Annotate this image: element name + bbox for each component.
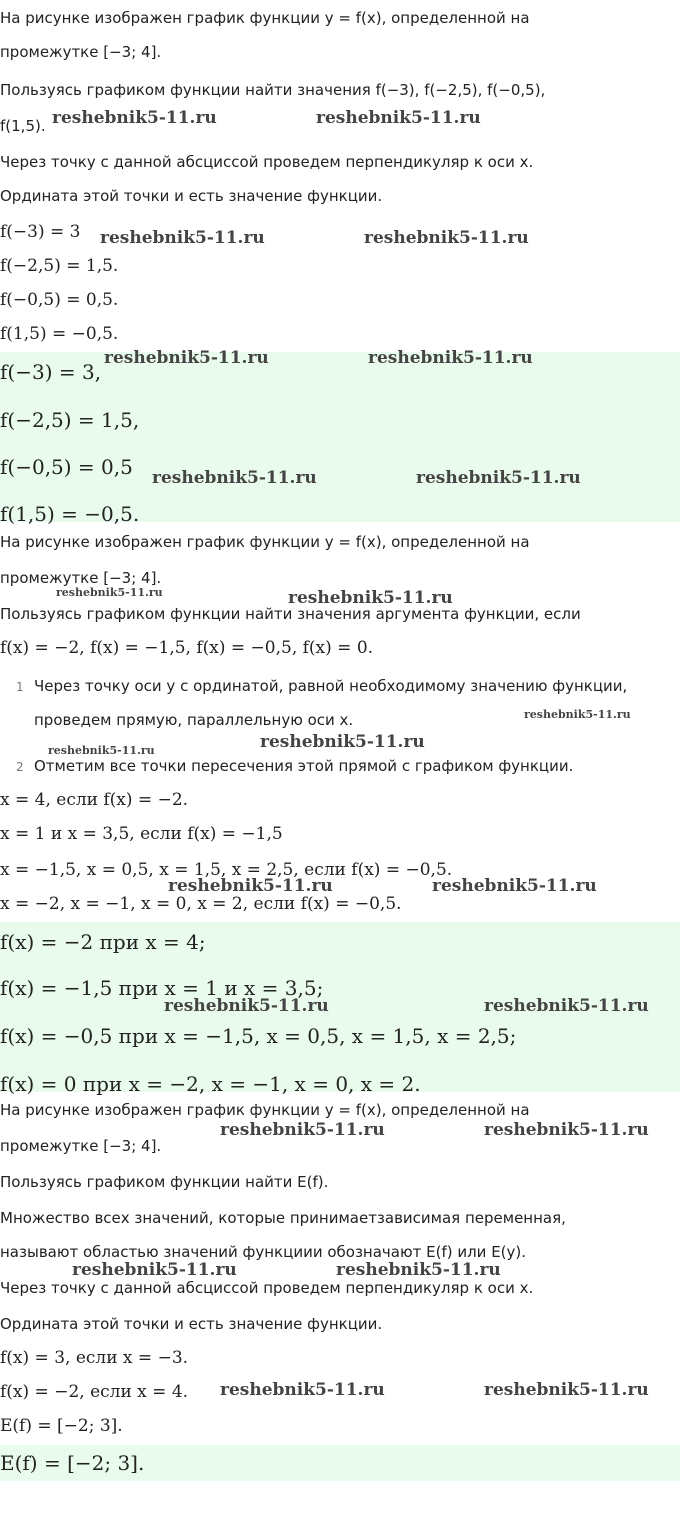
- watermark: reshebnik5-11.ru: [164, 996, 329, 1016]
- paragraph: На рисунке изображен график функции y = f(x), определенной на: [0, 533, 530, 551]
- answer-box: [0, 352, 680, 526]
- watermark: reshebnik5-11.ru: [72, 1260, 237, 1280]
- watermark: reshebnik5-11.ru: [484, 1380, 649, 1400]
- paragraph: На рисунке изображен график функции y = f(x), определенной на: [0, 9, 530, 27]
- paragraph: Пользуясь графиком функции найти значения f(−3), f(−2,5), f(−0,5),: [0, 81, 546, 99]
- list-item-text: Через точку оси y с ординатой, равной необходимому значению функции,: [34, 677, 628, 695]
- list-item-text: Отметим все точки пересечения этой прямой с графиком функции.: [34, 757, 574, 775]
- answer-line: f(x) = −0,5 при x = −1,5, x = 0,5, x = 1,5, x = 2,5;: [0, 1024, 517, 1048]
- watermark: reshebnik5-11.ru: [484, 996, 649, 1016]
- math-line: x = −2, x = −1, x = 0, x = 2, если f(x) = −0,5.: [0, 894, 402, 914]
- math-line: f(1,5) = −0,5.: [0, 324, 119, 344]
- math-line: x = −1,5, x = 0,5, x = 1,5, x = 2,5, если f(x) = −0,5.: [0, 860, 453, 880]
- math-line: f(−3) = 3: [0, 222, 81, 242]
- list-item: [0, 674, 627, 699]
- watermark: reshebnik5-11.ru: [416, 468, 581, 488]
- watermark: reshebnik5-11.ru: [100, 228, 265, 248]
- paragraph: Множество всех значений, которые принимаетзависимая переменная,: [0, 1209, 566, 1227]
- math-line: E(f) = [−2; 3].: [0, 1416, 123, 1436]
- watermark: reshebnik5-11.ru: [152, 468, 317, 488]
- math-line: f(x) = −2, f(x) = −1,5, f(x) = −0,5, f(x) = 0.: [0, 638, 374, 658]
- watermark: reshebnik5-11.ru: [168, 876, 333, 896]
- answer-line: f(x) = −2 при x = 4;: [0, 930, 206, 954]
- list-number: 2: [16, 760, 24, 774]
- watermark: reshebnik5-11.ru: [52, 108, 217, 128]
- watermark: reshebnik5-11.ru: [432, 876, 597, 896]
- list-number: 1: [16, 680, 24, 694]
- paragraph: промежутке [−3; 4].: [0, 569, 162, 587]
- math-line: f(x) = 3, если x = −3.: [0, 1348, 189, 1368]
- watermark: reshebnik5-11.ru: [220, 1380, 385, 1400]
- paragraph: промежутке [−3; 4].: [0, 43, 162, 61]
- watermark: reshebnik5-11.ru: [104, 348, 269, 368]
- paragraph: f(1,5).: [0, 117, 46, 135]
- paragraph: На рисунке изображен график функции y = f(x), определенной на: [0, 1101, 530, 1119]
- answer-line: E(f) = [−2; 3].: [0, 1451, 145, 1475]
- list-item: [0, 754, 573, 779]
- math-line: x = 4, если f(x) = −2.: [0, 790, 189, 810]
- paragraph: промежутке [−3; 4].: [0, 1137, 162, 1155]
- answer-box: [0, 1445, 680, 1481]
- watermark: reshebnik5-11.ru: [524, 708, 631, 721]
- math-line: f(−2,5) = 1,5.: [0, 256, 119, 276]
- watermark: reshebnik5-11.ru: [364, 228, 529, 248]
- watermark: reshebnik5-11.ru: [288, 588, 453, 608]
- watermark: reshebnik5-11.ru: [220, 1120, 385, 1140]
- answer-line: f(x) = −1,5 при x = 1 и x = 3,5;: [0, 976, 324, 1000]
- answer-line: f(1,5) = −0,5.: [0, 502, 140, 526]
- math-line: x = 1 и x = 3,5, если f(x) = −1,5: [0, 824, 283, 844]
- paragraph: называют областью значений функциии обозначают E(f) или E(y).: [0, 1243, 527, 1261]
- answer-line: f(−3) = 3,: [0, 360, 102, 384]
- paragraph: Через точку с данной абсциссой проведем перпендикуляр к оси x.: [0, 1279, 534, 1297]
- watermark: reshebnik5-11.ru: [336, 1260, 501, 1280]
- watermark: reshebnik5-11.ru: [260, 732, 425, 752]
- paragraph: Пользуясь графиком функции найти значения аргумента функции, если: [0, 605, 581, 623]
- watermark: reshebnik5-11.ru: [48, 744, 155, 757]
- paragraph: Ордината этой точки и есть значение функции.: [0, 187, 383, 205]
- watermark: reshebnik5-11.ru: [368, 348, 533, 368]
- list-item-continuation: проведем прямую, параллельную оси x.: [34, 711, 354, 729]
- paragraph: Пользуясь графиком функции найти E(f).: [0, 1173, 329, 1191]
- answer-line: f(−2,5) = 1,5,: [0, 408, 140, 432]
- watermark: reshebnik5-11.ru: [484, 1120, 649, 1140]
- answer-line: f(x) = 0 при x = −2, x = −1, x = 0, x = 2.: [0, 1072, 421, 1096]
- paragraph: Ордината этой точки и есть значение функции.: [0, 1315, 383, 1333]
- answer-line: f(−0,5) = 0,5: [0, 455, 133, 479]
- math-line: f(−0,5) = 0,5.: [0, 290, 119, 310]
- paragraph: Через точку с данной абсциссой проведем перпендикуляр к оси x.: [0, 153, 534, 171]
- watermark: reshebnik5-11.ru: [56, 586, 163, 599]
- math-line: f(x) = −2, если x = 4.: [0, 1382, 189, 1402]
- watermark: reshebnik5-11.ru: [316, 108, 481, 128]
